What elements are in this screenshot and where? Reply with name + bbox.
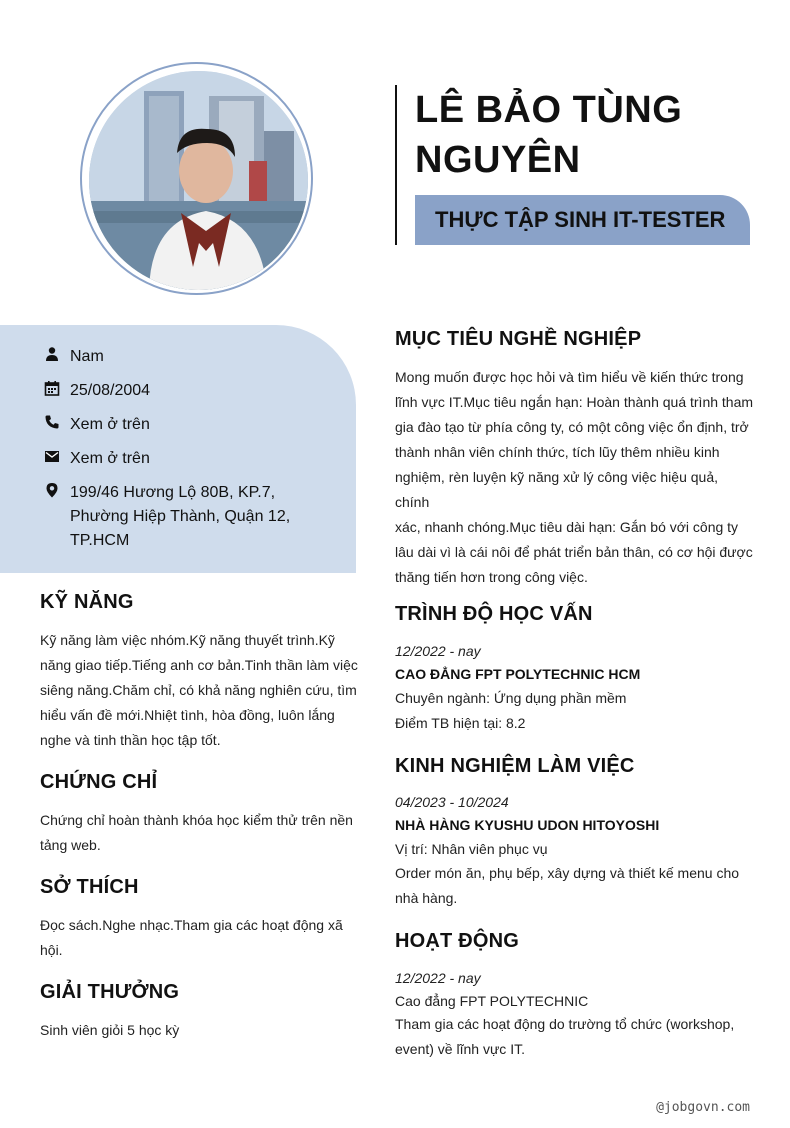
address-line-2: Phường Hiệp Thành, Quận 12, xyxy=(70,508,291,525)
footer-brand: @jobgovn.com xyxy=(656,1100,750,1115)
experience-title: KINH NGHIỆM LÀM VIỆC xyxy=(395,755,635,777)
objective-line: gia đào tạo từ phía công ty, có một công việc ổn định, trở xyxy=(395,419,749,435)
skills-line: nghe và tinh thần học tập tốt. xyxy=(40,732,221,748)
certificates-line: Chứng chỉ hoàn thành khóa học kiểm thử trên nền xyxy=(40,812,353,828)
certificates-title: CHỨNG CHỈ xyxy=(40,771,158,793)
hobbies-title: SỞ THÍCH xyxy=(40,876,139,898)
calendar-icon xyxy=(44,380,62,398)
contact-email xyxy=(44,447,150,471)
awards-text xyxy=(40,1018,360,1043)
name-line-1: LÊ BẢO TÙNG xyxy=(415,89,683,131)
contact-dob xyxy=(44,379,150,403)
education-school: CAO ĐẲNG FPT POLYTECHNIC HCM xyxy=(395,666,641,682)
experience-period: 04/2023 - 10/2024 xyxy=(395,794,509,810)
experience-description xyxy=(395,861,755,911)
education-major: Chuyên ngành: Ứng dụng phần mềm xyxy=(395,690,627,706)
objective-line: thăng tiến hơn trong công việc. xyxy=(395,569,588,585)
location-pin-icon xyxy=(44,482,62,500)
activities-period: 12/2022 - nay xyxy=(395,970,481,986)
objective-title: MỤC TIÊU NGHỀ NGHIỆP xyxy=(395,328,642,350)
objective-text xyxy=(395,365,755,590)
objective-line: nghiệm, rèn luyện kỹ năng xử lý công việc hiệu quả, chính xyxy=(395,469,719,510)
awards-line: Sinh viên giỏi 5 học kỳ xyxy=(40,1022,180,1038)
person-icon xyxy=(44,346,62,364)
certificates-text xyxy=(40,808,360,858)
avatar xyxy=(89,71,308,290)
activities-org: Cao đẳng FPT POLYTECHNIC xyxy=(395,993,589,1009)
hobbies-text xyxy=(40,913,360,963)
address-line-1: 199/46 Hương Lộ 80B, KP.7, xyxy=(70,484,276,501)
objective-line: xác, nhanh chóng.Mục tiêu dài hạn: Gắn bó với công ty xyxy=(395,519,739,535)
hobbies-line: hội. xyxy=(40,942,63,958)
phone-icon xyxy=(44,414,62,432)
contact-address xyxy=(44,481,290,553)
education-period: 12/2022 - nay xyxy=(395,643,481,659)
objective-line: thành nhân viên chính thức, tích lũy thêm nhiều kinh xyxy=(395,444,720,460)
name-divider xyxy=(395,85,397,245)
skills-text xyxy=(40,628,360,753)
name-line-2: NGUYÊN xyxy=(415,139,581,181)
skills-line: năng giao tiếp.Tiếng anh cơ bản.Tinh thần làm việc xyxy=(40,657,358,673)
contact-phone xyxy=(44,413,150,437)
address-line-3: TP.HCM xyxy=(70,532,130,549)
email-value: Xem ở trên xyxy=(70,450,150,467)
activities-title: HOẠT ĐỘNG xyxy=(395,930,520,952)
awards-title: GIẢI THƯỞNG xyxy=(40,981,180,1003)
skills-line: Kỹ năng làm việc nhóm.Kỹ năng thuyết trình.Kỹ xyxy=(40,632,335,648)
objective-line: lĩnh vực IT.Mục tiêu ngắn hạn: Hoàn thành quá trình tham xyxy=(395,394,754,410)
contact-gender xyxy=(44,345,104,369)
skills-line: hiểu vấn đề mới.Nhiệt tình, hòa đồng, luôn lắng xyxy=(40,707,335,723)
experience-desc-line: nhà hàng. xyxy=(395,890,458,906)
skills-title: KỸ NĂNG xyxy=(40,591,134,613)
certificates-line: tảng web. xyxy=(40,837,101,853)
experience-position: Vị trí: Nhân viên phục vụ xyxy=(395,841,548,857)
education-gpa: Điểm TB hiện tại: 8.2 xyxy=(395,715,526,731)
objective-line: lâu dài vì là cái nôi để phát triển bản thân, có cơ hội được xyxy=(395,544,753,560)
activities-desc-line: Tham gia các hoạt động do trường tổ chức (workshop, xyxy=(395,1016,735,1032)
dob-value: 25/08/2004 xyxy=(70,382,151,399)
mail-icon xyxy=(44,448,62,466)
objective-line: Mong muốn được học hỏi và tìm hiểu về kiến thức trong xyxy=(395,369,744,385)
experience-company: NHÀ HÀNG KYUSHU UDON HITOYOSHI xyxy=(395,817,660,833)
address-value xyxy=(70,481,290,553)
phone-value: Xem ở trên xyxy=(70,416,150,433)
skills-line: siêng năng.Chăm chỉ, có khả năng nghiên cứu, tìm xyxy=(40,682,357,698)
activities-desc-line: event) về lĩnh vực IT. xyxy=(395,1041,525,1057)
education-title: TRÌNH ĐỘ HỌC VẤN xyxy=(395,603,593,625)
gender-value: Nam xyxy=(70,348,104,365)
hobbies-line: Đọc sách.Nghe nhạc.Tham gia các hoạt động xã xyxy=(40,917,343,933)
job-title-badge: THỰC TẬP SINH IT-TESTER xyxy=(415,195,750,245)
experience-desc-line: Order món ăn, phụ bếp, xây dựng và thiết kế menu cho xyxy=(395,865,740,881)
full-name xyxy=(415,85,755,185)
activities-description xyxy=(395,1012,755,1062)
